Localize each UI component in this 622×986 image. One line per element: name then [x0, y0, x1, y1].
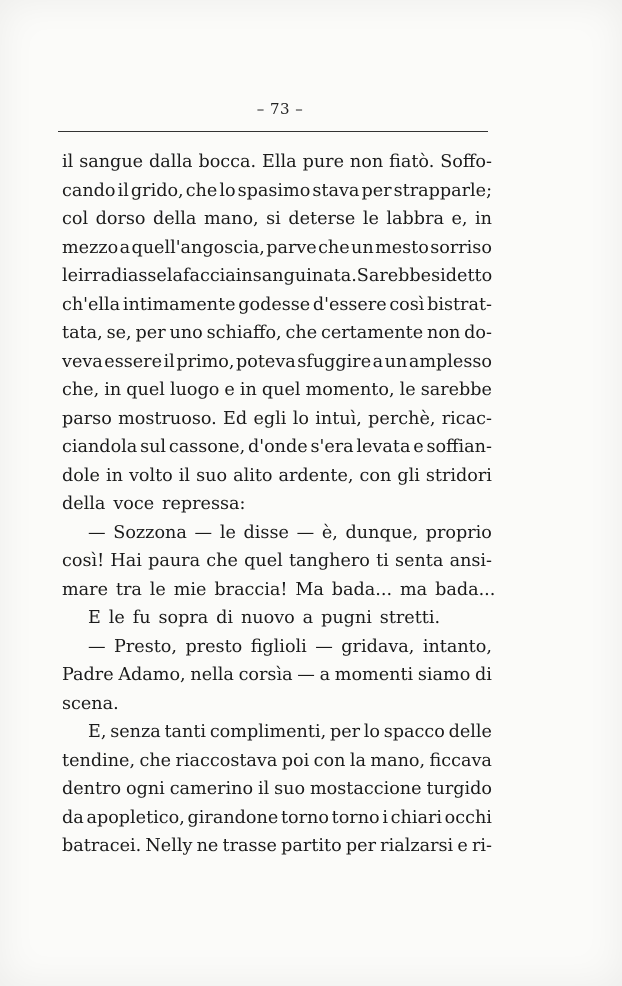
word: in	[475, 209, 492, 229]
text-line	[62, 519, 492, 548]
word: mezzo	[62, 237, 119, 258]
word: e,	[451, 209, 468, 229]
word: —	[88, 522, 106, 543]
word: le	[362, 209, 379, 229]
word: complimenti,	[209, 722, 327, 742]
text-line	[62, 291, 492, 320]
word: Nelly	[145, 836, 193, 856]
word: suo	[196, 465, 228, 486]
word: Sozzona	[113, 522, 187, 543]
text-line	[62, 376, 492, 405]
word: un	[351, 237, 374, 258]
word: tanti	[164, 722, 207, 742]
word: soffian-	[426, 437, 492, 457]
word: è,	[321, 522, 338, 543]
word: parso	[62, 408, 112, 429]
word: stridori	[425, 465, 492, 486]
word: non	[427, 323, 461, 343]
text-line	[62, 262, 492, 291]
word: veva	[62, 351, 103, 372]
word: della	[62, 494, 106, 514]
word: nuovo	[240, 608, 295, 628]
word: che,	[62, 380, 100, 400]
word: lo	[292, 408, 309, 429]
word: mare	[62, 579, 108, 600]
word: labbra	[386, 209, 444, 229]
word: mostaccione	[310, 779, 422, 799]
word: poi	[281, 750, 310, 771]
word: stava	[312, 180, 360, 201]
word: detto	[445, 266, 493, 286]
word: cassone,	[168, 437, 246, 457]
text-line	[62, 177, 492, 206]
word: col	[62, 209, 89, 229]
word: di	[475, 665, 492, 685]
word: ciandola	[62, 437, 138, 457]
word: dunque,	[345, 522, 419, 543]
word: d'onde	[247, 437, 308, 457]
word: fiatò.	[389, 152, 435, 172]
word: sul	[140, 437, 167, 457]
word: a	[302, 608, 314, 628]
word: per	[329, 722, 361, 742]
word: corsìa	[238, 665, 293, 685]
word: —	[194, 522, 213, 543]
word: parve	[266, 237, 317, 258]
word: lo	[363, 722, 381, 742]
word: stretti.	[379, 608, 441, 628]
word: con	[313, 750, 346, 771]
word: le	[219, 522, 236, 543]
text-line	[62, 775, 492, 804]
word: in	[104, 380, 122, 400]
word: camerino	[169, 779, 254, 799]
word: sfuggire	[297, 351, 372, 372]
word: sorriso	[430, 237, 492, 258]
word: ansi-	[449, 551, 492, 571]
word: grido,	[130, 180, 184, 201]
word: rialzarsi	[380, 836, 454, 856]
word: mesto	[375, 237, 429, 258]
word: dole	[62, 465, 100, 486]
text-line	[62, 690, 492, 719]
page-number: – 73 –	[256, 100, 304, 118]
word: della	[153, 209, 197, 229]
word: bocca.	[198, 152, 257, 172]
word: faccia	[182, 266, 236, 286]
word: levata	[356, 437, 411, 457]
word: poteva	[236, 351, 296, 372]
word: occhi	[444, 807, 492, 828]
word: dorso	[95, 209, 146, 229]
word: che	[285, 323, 318, 343]
word: senza	[110, 722, 161, 742]
word: intuì,	[315, 408, 362, 429]
word: certamente	[321, 323, 424, 343]
word: il	[258, 779, 270, 799]
word: sopra	[158, 608, 209, 628]
word: da	[62, 807, 84, 828]
word: non	[349, 152, 384, 172]
text-line	[62, 718, 492, 747]
word: siamo	[417, 665, 471, 685]
word: tata,	[62, 323, 103, 343]
word: —	[297, 665, 315, 685]
word: se,	[106, 323, 132, 343]
word: partito	[281, 836, 342, 856]
word: e	[457, 836, 468, 856]
word: a	[372, 351, 384, 372]
word: tanghero	[288, 551, 370, 571]
word: quell'angoscia,	[131, 237, 265, 258]
word: spacco	[383, 722, 445, 742]
word: i	[382, 807, 388, 828]
word: torno	[331, 807, 380, 828]
word: perchè,	[368, 408, 436, 429]
word: turgido	[426, 779, 492, 799]
word: per	[361, 180, 392, 201]
word: —	[296, 522, 315, 543]
word: Presto,	[114, 636, 177, 657]
word: Padre	[62, 665, 114, 685]
text-line	[62, 604, 492, 633]
word: mano,	[370, 750, 426, 771]
word: intanto,	[422, 636, 492, 657]
word: s'era	[310, 437, 354, 457]
word: nella	[190, 665, 234, 685]
word: ogni	[125, 779, 165, 799]
word: ne	[196, 836, 219, 856]
word: ficcava	[429, 750, 492, 771]
word: primo,	[176, 351, 235, 372]
word: per	[135, 323, 166, 343]
text-line	[62, 148, 492, 177]
word: dentro	[62, 779, 122, 799]
text-line	[62, 804, 492, 833]
word: alito	[233, 465, 273, 486]
word: Sarebbesi	[356, 266, 446, 286]
word: e	[224, 380, 235, 400]
word: mie	[173, 579, 207, 600]
text-line	[62, 633, 492, 662]
text-line	[62, 433, 492, 462]
text-line	[62, 747, 492, 776]
text-line	[62, 661, 492, 690]
word: in	[239, 380, 257, 400]
text-line	[62, 319, 492, 348]
word: con	[359, 465, 392, 486]
text-line	[62, 348, 492, 377]
word: spasimo	[237, 180, 311, 201]
text-line	[62, 576, 496, 605]
header-rule	[58, 131, 488, 132]
word: momento,	[305, 380, 395, 400]
word: quel	[244, 551, 283, 571]
word: torno	[280, 807, 329, 828]
word: Adamo,	[118, 665, 186, 685]
text-line	[62, 832, 492, 861]
word: cando	[62, 180, 116, 201]
word: fu	[132, 608, 151, 628]
word: voce	[113, 494, 155, 514]
word: amplesso	[408, 351, 492, 372]
word: apopletico,	[86, 807, 185, 828]
word: luogo	[169, 380, 220, 400]
text-line	[62, 405, 492, 434]
word: sarebbe	[420, 380, 492, 400]
word: a	[319, 665, 331, 685]
word: volto	[128, 465, 173, 486]
word: così	[389, 294, 425, 315]
word: quel	[126, 380, 165, 400]
text-line	[62, 490, 492, 519]
word: che	[206, 551, 238, 571]
word: un	[384, 351, 408, 372]
word: le	[62, 266, 79, 286]
word: irradiasse	[78, 266, 167, 286]
word: d'essere	[312, 294, 387, 315]
word: tendine,	[62, 750, 136, 771]
word: ch'ella	[62, 294, 121, 315]
word: trasse	[222, 836, 277, 856]
word: batracei.	[62, 836, 142, 856]
word: deterse	[288, 209, 356, 229]
text-line	[62, 205, 492, 234]
word: la	[166, 266, 183, 286]
text-line	[62, 234, 492, 263]
word: Ella	[262, 152, 297, 172]
word: scena.	[62, 693, 119, 714]
word: le	[149, 579, 166, 600]
word: proprio	[425, 522, 492, 543]
word: chiari	[390, 807, 442, 828]
word: bada...	[331, 579, 393, 600]
word: che	[318, 237, 350, 258]
word: girandone	[187, 807, 279, 828]
word: Hai	[110, 551, 142, 571]
word: gli	[397, 465, 420, 486]
word: insanguinata.	[235, 266, 357, 286]
word: mostruoso.	[118, 408, 217, 429]
word: —	[315, 636, 333, 657]
text-line	[62, 547, 492, 576]
word: le	[399, 380, 416, 400]
word: presto	[185, 636, 243, 657]
word: quel	[261, 380, 301, 400]
word: repressa:	[162, 494, 246, 514]
word: il	[178, 465, 191, 486]
word: suo	[274, 779, 306, 799]
word: pugni	[321, 608, 372, 628]
word: per	[345, 836, 376, 856]
word: tra	[115, 579, 142, 600]
word: pure	[302, 152, 344, 172]
word: E,	[88, 722, 107, 742]
word: do-	[464, 323, 492, 343]
word: la	[349, 750, 366, 771]
word: dalla	[149, 152, 193, 172]
word: e	[413, 437, 424, 457]
word: si	[266, 209, 281, 229]
word: essere	[104, 351, 163, 372]
body-text	[62, 148, 496, 861]
word: gridava,	[341, 636, 415, 657]
word: uno	[169, 323, 203, 343]
word: godesse	[238, 294, 311, 315]
word: ricac-	[441, 408, 492, 429]
word: così!	[62, 551, 105, 571]
word: delle	[448, 722, 492, 742]
word: ma	[399, 579, 428, 600]
word: riaccostava	[175, 750, 278, 771]
word: disse	[243, 522, 289, 543]
word: senta	[395, 551, 444, 571]
word: bada...	[435, 579, 496, 600]
word: ardente,	[278, 465, 354, 486]
word: Ed	[223, 408, 248, 429]
word: il	[62, 152, 74, 172]
text-line	[62, 462, 492, 491]
word: ti	[376, 551, 389, 571]
word: —	[88, 636, 106, 657]
word: bistrat-	[427, 294, 492, 315]
word: momenti	[334, 665, 414, 685]
word: egli	[253, 408, 287, 429]
word: il	[163, 351, 175, 372]
word: le	[108, 608, 125, 628]
word: mano,	[203, 209, 259, 229]
word: lo	[219, 180, 236, 201]
word: il	[117, 180, 129, 201]
word: ri-	[471, 836, 492, 856]
word: che	[139, 750, 172, 771]
word: sangue	[79, 152, 144, 172]
word: figlioli	[250, 636, 307, 657]
word: paura	[148, 551, 201, 571]
word: braccia!	[214, 579, 288, 600]
word: Soffo-	[440, 152, 492, 172]
word: di	[216, 608, 234, 628]
word: in	[105, 465, 123, 486]
word: E	[88, 608, 101, 628]
word: Ma	[295, 579, 324, 600]
word: a	[119, 237, 131, 258]
word: intimamente	[122, 294, 236, 315]
word: che	[185, 180, 218, 201]
word: schiaffo,	[206, 323, 282, 343]
word: strapparle;	[393, 180, 492, 201]
